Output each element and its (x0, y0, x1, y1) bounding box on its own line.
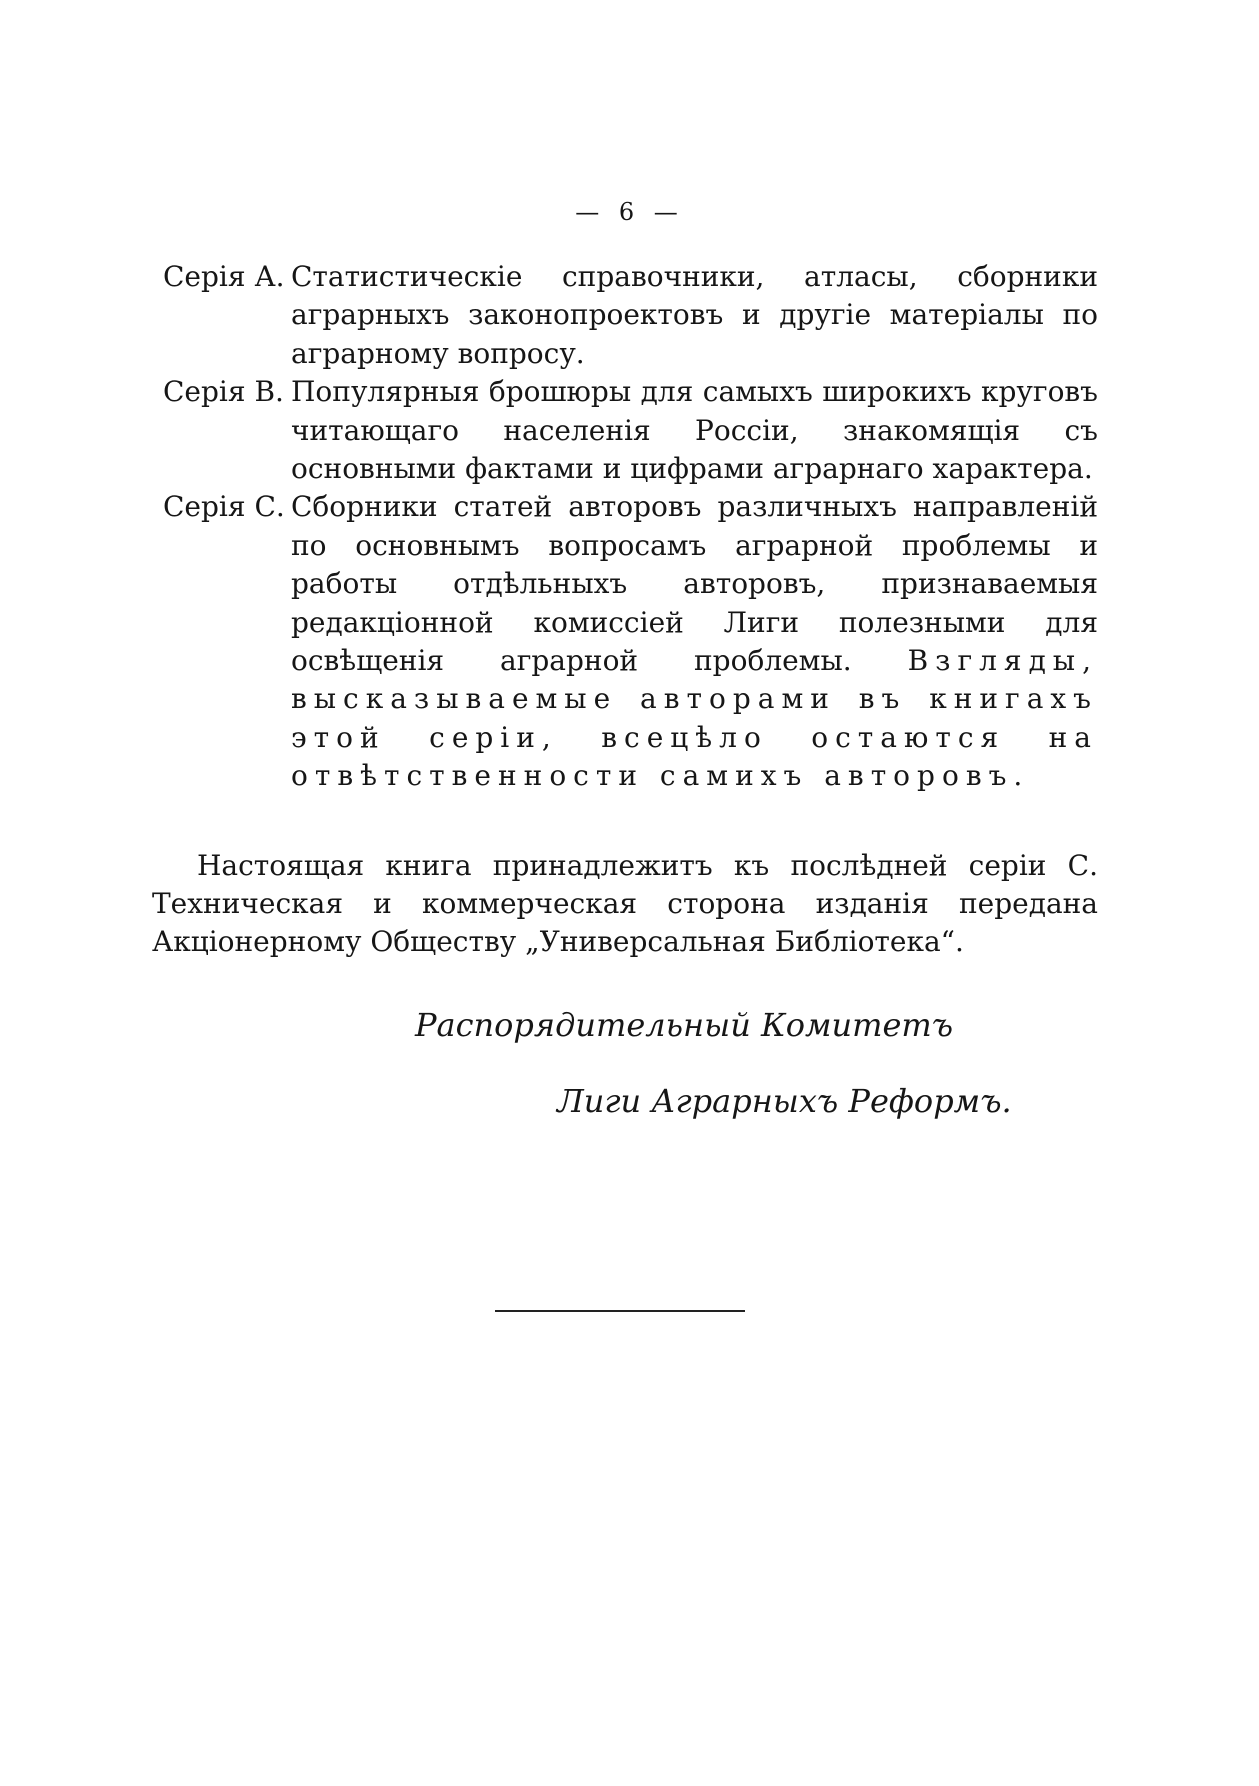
series-description: Популярныя брошюры для самыхъ широкихъ круговъ читающаго населенія Россіи, знакомящія съ основными фактами и цифрами аграрнаго характера. (291, 375, 1098, 486)
signature-committee: Распорядительный Комитетъ (415, 1006, 954, 1044)
series-label: Серія А. (163, 260, 285, 293)
publication-note: Настоящая книга принадлежитъ къ послѣдней серіи С. Техническая и коммерческая сторона изданія передана Акціонерному Обществу „Универсальная Библіотека“. (152, 849, 1098, 958)
series-description (291, 488, 1098, 795)
series-label: Серія С. (163, 490, 285, 524)
series-disclaimer: Взгляды, высказываемые авторами въ книгахъ этой серіи, всецѣло остаются на отвѣтственности самихъ авторовъ. (291, 644, 1098, 793)
series-description: Статистическіе справочники, атласы, сборники аграрныхъ законопроектовъ и другіе матеріалы по аграрному вопросу. (291, 260, 1098, 370)
series-item-b (163, 373, 1098, 488)
series-item-a (163, 258, 1098, 373)
series-list (163, 258, 1098, 796)
divider-line (495, 1310, 745, 1312)
page-number: — 6 — (575, 198, 684, 226)
series-description-main: Сборники статей авторовъ различныхъ направленій по основнымъ вопросамъ аграрной проблемы и работы отдѣльныхъ авторовъ, признаваемыя редакціонной комиссіей Лиги полезными для освѣщенія аграрной проблемы. (291, 490, 1098, 678)
series-label: Серія В. (163, 375, 284, 409)
signature-league: Лиги Аграрныхъ Реформъ. (557, 1082, 1012, 1120)
series-item-c (163, 488, 1098, 795)
